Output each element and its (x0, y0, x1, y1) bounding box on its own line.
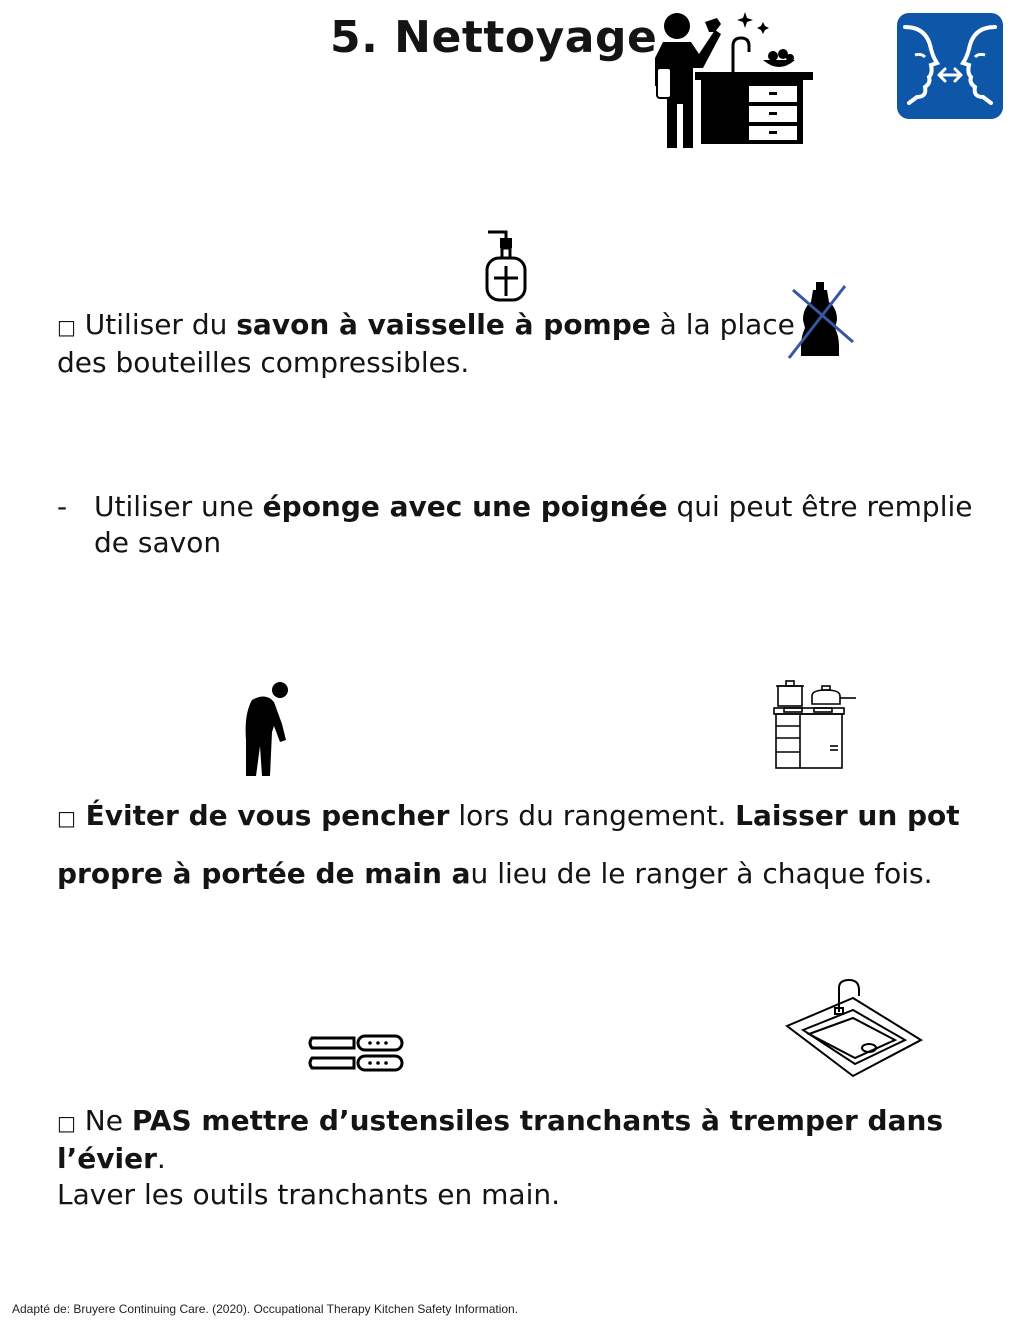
tip-text: Utiliser une (94, 490, 263, 523)
tip-text: u lieu de le ranger à chaque fois. (470, 857, 933, 890)
checkbox-bullet: □ (57, 315, 76, 339)
tip-text: qui peut être remplie (667, 490, 973, 523)
tip-avoid-bending (57, 788, 987, 901)
stove-with-pots-icon (770, 680, 858, 772)
tip-bold-text: Éviter de vous pencher (75, 799, 450, 832)
tip-line-2: des bouteilles compressibles. (57, 346, 470, 379)
tip-bold-text: propre à portée de main a (57, 857, 471, 890)
tip-line (57, 307, 797, 345)
tip-text: Ne (75, 1104, 132, 1137)
tip-sponge (57, 489, 987, 561)
person-bending-icon (240, 680, 292, 778)
tip-line-2: de savon (94, 526, 222, 559)
conversation-faces-icon (897, 13, 1003, 119)
tip-text: lors du rangement. (449, 799, 736, 832)
tip-bold-text: éponge avec une poignée (262, 490, 668, 523)
tip-line-2: Laver les outils tranchants en main. (57, 1178, 561, 1211)
tip-text: Utiliser du (75, 308, 237, 341)
pump-soap-icon (482, 228, 528, 303)
tip-text: à la place (650, 308, 795, 341)
person-cleaning-kitchen-icon (645, 8, 815, 153)
tip-pump-soap (57, 307, 797, 381)
tip-text: . (156, 1142, 166, 1175)
tip-bold-text: Laisser un pot (735, 799, 960, 832)
checkbox-bullet: □ (57, 806, 76, 830)
knives-icon (308, 1030, 406, 1074)
source-citation: Adapté de: Bruyere Continuing Care. (2020). Occupational Therapy Kitchen Safety Information. (12, 1302, 519, 1316)
tip-bold-text: savon à vaisselle à pompe (236, 308, 651, 341)
page-title: 5. Nettoyage (330, 12, 658, 63)
dash-bullet: - (57, 490, 68, 523)
tip-sharp-utensils (57, 1103, 997, 1213)
checkbox-bullet: □ (57, 1111, 76, 1135)
sink-icon (783, 978, 925, 1080)
tip-bold-text: PAS mettre d’ustensiles tranchants à tremper dans l’évier (57, 1104, 944, 1175)
